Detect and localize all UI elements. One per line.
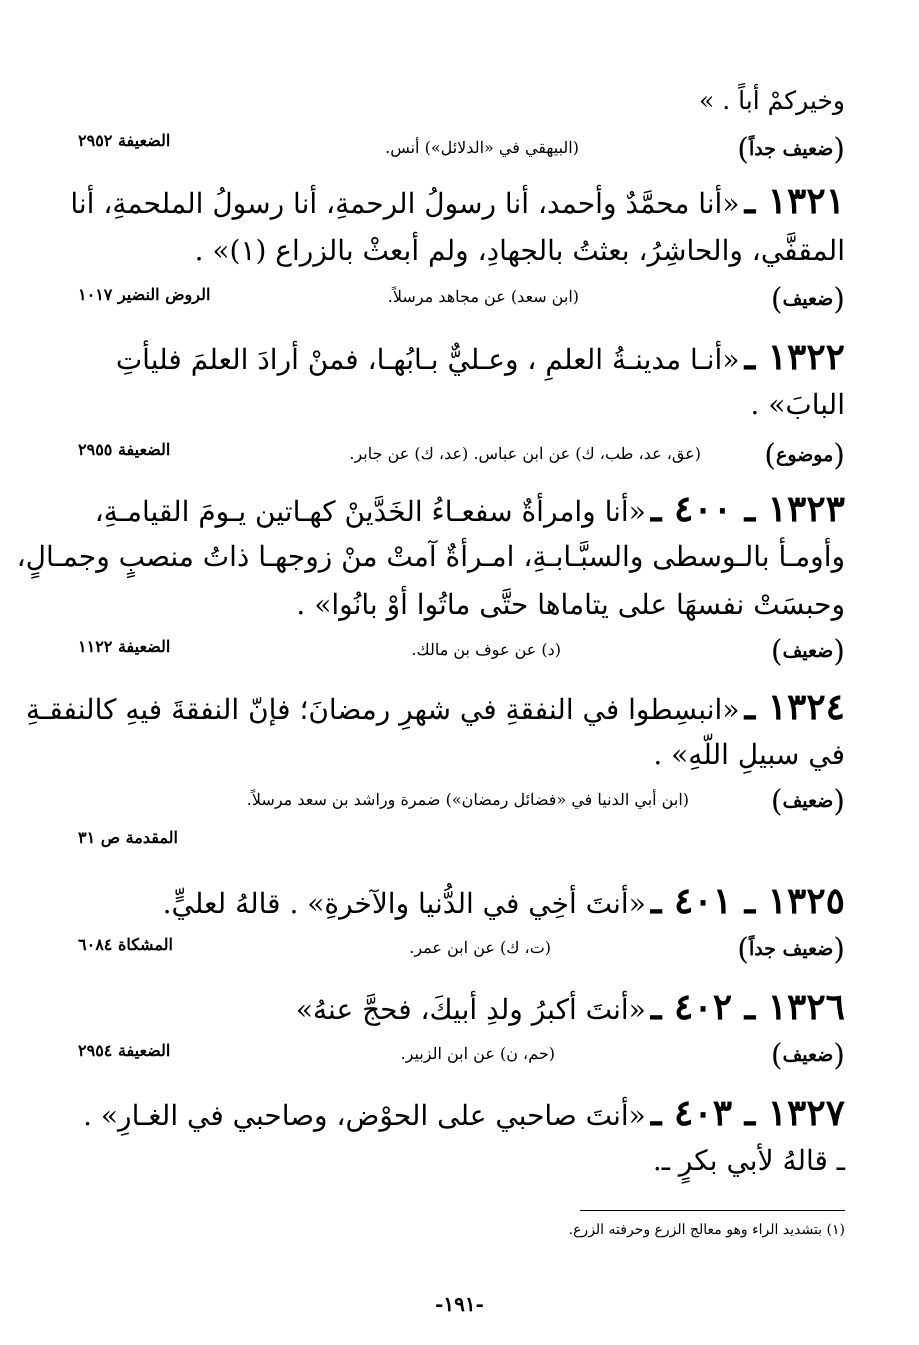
source-citation: (ت، ك) عن ابن عمر. [409,938,551,957]
hadith-text: وأومـأ بالـوسطى والسبَّـابـةِ، امـرأةٌ آمتْ منْ زوجهـا ذاتُ منصبٍ وجمـالٍ، [16,540,845,573]
hadith-number: ١٣٢٢ ـ [744,336,845,378]
reference: الضعيفة ٢٩٥٥ [78,440,171,459]
grade-label: (ضعيف) [770,634,845,669]
reference: الضعيفة ١١٢٢ [78,637,171,656]
hadith-1322 [116,336,845,378]
hadith-text: «أنتَ صاحبي على الحوْض، وصاحبي في الغـارِ» . [83,1099,646,1132]
hadith-text: «أنتَ أكبرُ ولدِ أبيكَ، فحجَّ عنهُ» [295,993,646,1026]
hadith-text: «أنتَ أخِي في الدُّنيا والآخرةِ» . قالهُ لعليٍّ. [162,887,646,920]
hadith-text: «أنا محمَّدٌ وأحمد، أنا رسولُ الرحمةِ، أنا رسولُ الملحمةِ، أنا [70,187,740,220]
hadith-text: «أنا وامرأةٌ سفعـاءُ الخَدَّينْ كهـاتين يـومَ القيامـةِ، [94,495,646,528]
source-citation: (ابن سعد) عن مجاهد مرسلاً. [387,287,579,306]
source-citation: (البيهقي في «الدلائل») أنس. [385,138,579,157]
hadith-text: وحبسَتْ نفسهَا على يتاماها حتَّى ماتُوا أوْ بانُوا» . [296,588,845,621]
footnote: (١) بتشديد الراء وهو معالج الزرع وحرفته الزرع. [568,1222,845,1238]
hadith-1325 [163,880,845,922]
grade-label: (ضعيف) [770,784,845,819]
grade-label: (ضعيف جداً) [737,132,845,167]
hadith-number: ١٣٢٦ ـ ٤٠٢ ـ [650,986,845,1028]
hadith-number: ١٣٢١ ـ [744,180,845,222]
hadith-text: «انبسِطوا في النفقةِ في شهرِ رمضانَ؛ فإنّ النفقةَ فيهِ كالنفقـةِ [26,693,740,726]
hadith-1321 [70,180,845,222]
hadith-text: البابَ» . [750,388,845,421]
grade-label: (موضوع) [764,438,845,473]
hadith-1326 [296,986,845,1028]
grade-label: (ضعيف جداً) [737,932,845,967]
grade-label: (ضعيف) [770,1038,845,1073]
reference: المقدمة ص ٣١ [78,828,178,847]
page-number: -١٩١- [435,1292,484,1316]
footnote-divider [580,1210,845,1211]
source-citation: (حم، ن) عن ابن الزبير. [400,1044,555,1063]
grade-label: (ضعيف) [770,282,845,317]
reference: الضعيفة ٢٩٥٢ [78,131,171,150]
hadith-number: ١٣٢٧ ـ ٤٠٣ ـ [650,1092,845,1134]
continuation-line: وخيركمْ أباً . » [698,86,845,115]
source-citation: (د) عن عوف بن مالك. [411,640,561,659]
source-citation: (ابن أبي الدنيا في «فضائل رمضان») ضمرة وراشد بن سعد مرسلاً. [246,790,689,809]
hadith-text: «أنـا مدينـةُ العلمِ ، وعـليٌّ بـابُهـا، فمنْ أرادَ العلمَ فليأتِ [115,343,740,376]
source-citation: (عق، عد، طب، ك) عن ابن عباس. (عد، ك) عن جابر. [349,444,701,463]
hadith-number: ١٣٢٤ ـ [744,686,845,728]
reference: المشكاة ٦٠٨٤ [78,935,173,954]
hadith-text: المقفَّي، والحاشِرُ، بعثتُ بالجهادِ، ولم أبعثْ بالزراع (١)» . [194,234,845,267]
hadith-1324 [26,686,845,728]
hadith-1327 [83,1092,845,1134]
hadith-number: ١٣٢٥ ـ ٤٠١ ـ [650,880,845,922]
hadith-number: ١٣٢٣ ـ ٤٠٠ ـ [650,488,845,530]
reference: الروض النضير ١٠١٧ [78,285,211,304]
reference: الضعيفة ٢٩٥٤ [78,1041,171,1060]
hadith-text: في سبيلِ اللّهِ» . [653,738,845,771]
hadith-text: ـ قالهُ لأبي بكرٍ ـ. [652,1144,845,1177]
hadith-1323 [95,488,845,530]
